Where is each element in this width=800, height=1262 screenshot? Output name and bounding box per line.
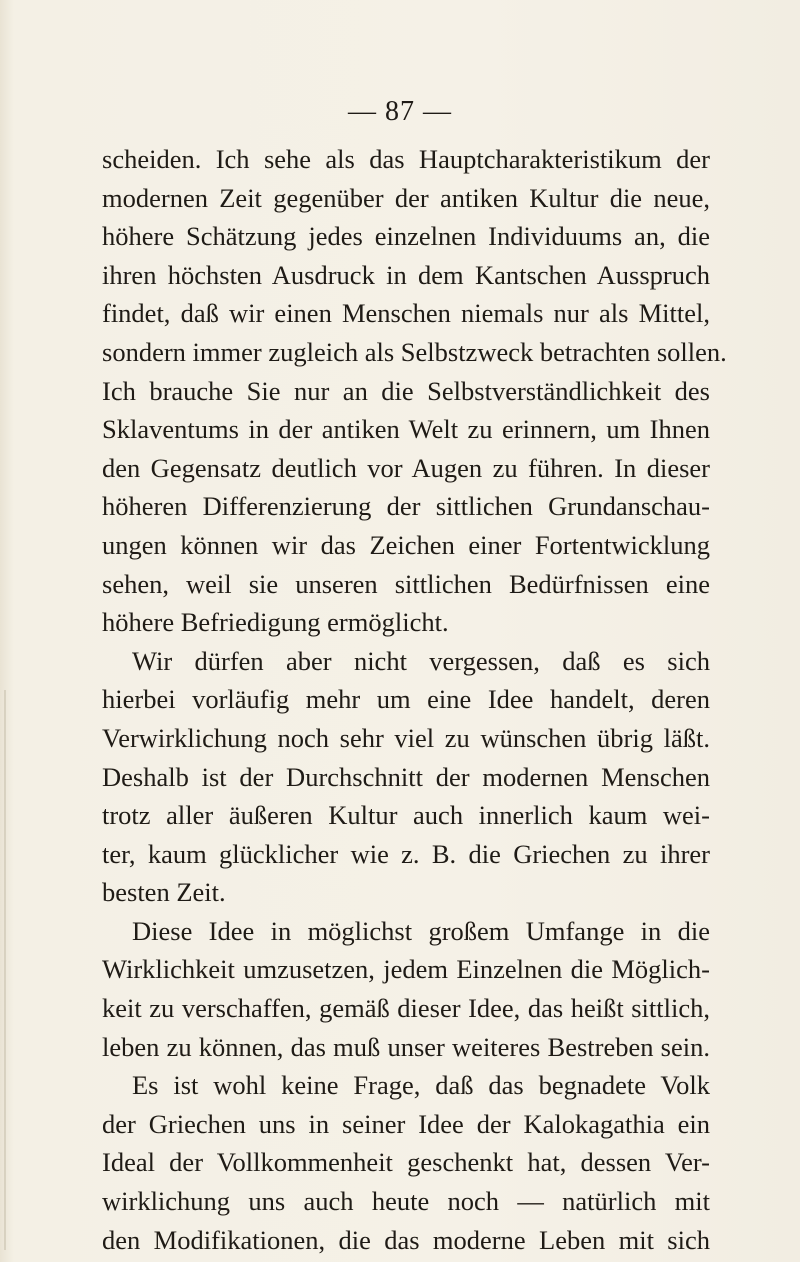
text-line-23: keit zu verschaffen, gemäß dieser Idee, das heißt sittlich, — [102, 993, 710, 1024]
text-line-2: modernen Zeit gegenüber der antiken Kultur die neue, — [102, 182, 710, 213]
text-line-8: Sklaventums in der antiken Welt zu erinnern, um Ihnen — [102, 414, 710, 445]
text-line-28: wirklichung uns auch heute noch — natürlich mit — [102, 1186, 710, 1217]
text-line-18: trotz aller äußeren Kultur auch innerlich kaum wei- — [102, 800, 710, 831]
text-line-3: höhere Schätzung jedes einzelnen Individuums an, die — [102, 221, 710, 252]
page-edge-shadow — [4, 690, 6, 1250]
text-line-5: findet, daß wir einen Menschen niemals nur als Mittel, — [102, 298, 710, 329]
text-line-10: höheren Differenzierung der sittlichen Grundanschau- — [102, 491, 710, 522]
text-line-19: ter, kaum glücklicher wie z. B. die Griechen zu ihrer — [102, 838, 710, 869]
text-line-6: sondern immer zugleich als Selbstzweck betrachten sollen. — [102, 336, 727, 367]
text-line-26: der Griechen uns in seiner Idee der Kalokagathia ein — [102, 1108, 710, 1139]
body-text — [102, 140, 727, 1259]
text-line-22: Wirklichkeit umzusetzen, jedem Einzelnen die Möglich- — [102, 954, 710, 985]
text-line-20: besten Zeit. — [102, 877, 226, 908]
text-line-12: sehen, weil sie unseren sittlichen Bedürfnissen eine — [102, 568, 710, 599]
text-line-4: ihren höchsten Ausdruck in dem Kantschen Ausspruch — [102, 259, 710, 290]
page-number: — 87 — — [348, 96, 452, 127]
text-line-29: den Modifikationen, die das moderne Leben mit sich — [102, 1224, 710, 1255]
text-line-7: Ich brauche Sie nur an die Selbstverständlichkeit des — [102, 375, 710, 406]
text-line-9: den Gegensatz deutlich vor Augen zu führen. In dieser — [102, 452, 710, 483]
text-line-21: Diese Idee in möglichst großem Umfange in die — [132, 915, 710, 946]
text-line-16: Verwirklichung noch sehr viel zu wünschen übrig läßt. — [102, 722, 710, 753]
text-line-1: scheiden. Ich sehe als das Hauptcharakteristikum der — [102, 144, 710, 174]
text-line-11: ungen können wir das Zeichen einer Fortentwicklung — [102, 529, 710, 560]
text-line-17: Deshalb ist der Durchschnitt der modernen Menschen — [102, 761, 710, 792]
text-line-14: Wir dürfen aber nicht vergessen, daß es sich — [132, 645, 710, 676]
text-line-27: Ideal der Vollkommenheit geschenkt hat, dessen Ver- — [102, 1147, 710, 1178]
text-line-25: Es ist wohl keine Frage, daß das begnadete Volk — [132, 1070, 710, 1101]
text-line-13: höhere Befriedigung ermöglicht. — [102, 607, 449, 638]
text-line-15: hierbei vorläufig mehr um eine Idee handelt, deren — [102, 684, 710, 715]
text-line-24: leben zu können, das muß unser weiteres Bestreben sein. — [102, 1031, 710, 1062]
